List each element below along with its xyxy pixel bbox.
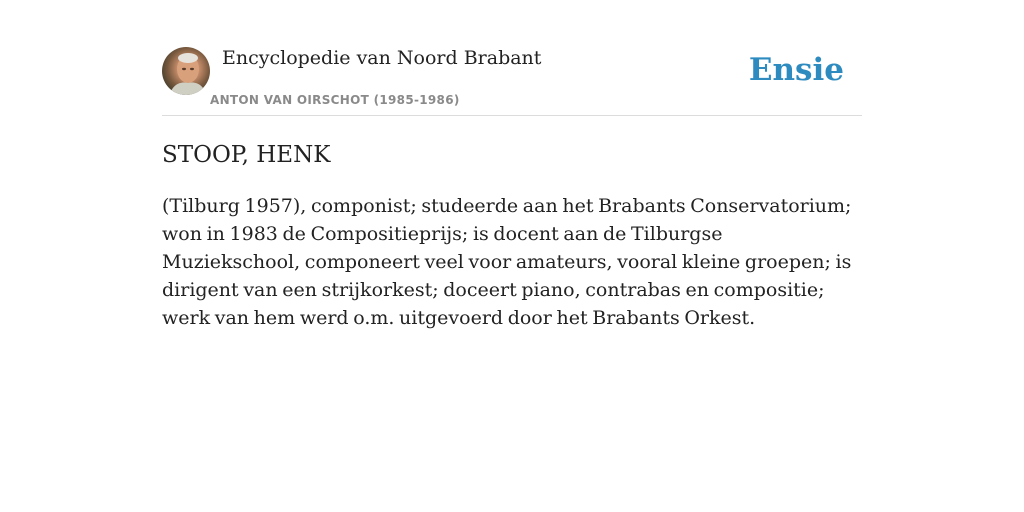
ensie-logo[interactable]: Ensie	[748, 52, 844, 88]
header	[162, 46, 862, 116]
entry-title: STOOP, HENK	[162, 142, 331, 168]
portrait-icon	[162, 47, 210, 95]
entry-body: (Tilburg 1957), componist; studeerde aan het Brabants Conservatorium; won in 1983 de Compositieprijs; is docent aan de Tilburgse Muziekschool, componeert veel voor amateurs, vooral kleine groepen; is dirigent van een strijkorkest; doceert piano, contrabas en compositie; werk van hem werd o.m. uitgevoerd door het Brabants Orkest.	[162, 195, 852, 329]
author-avatar	[162, 47, 210, 95]
publication-title[interactable]: Encyclopedie van Noord Brabant	[222, 47, 542, 69]
author-name[interactable]: ANTON VAN OIRSCHOT (1985-1986)	[210, 93, 460, 107]
